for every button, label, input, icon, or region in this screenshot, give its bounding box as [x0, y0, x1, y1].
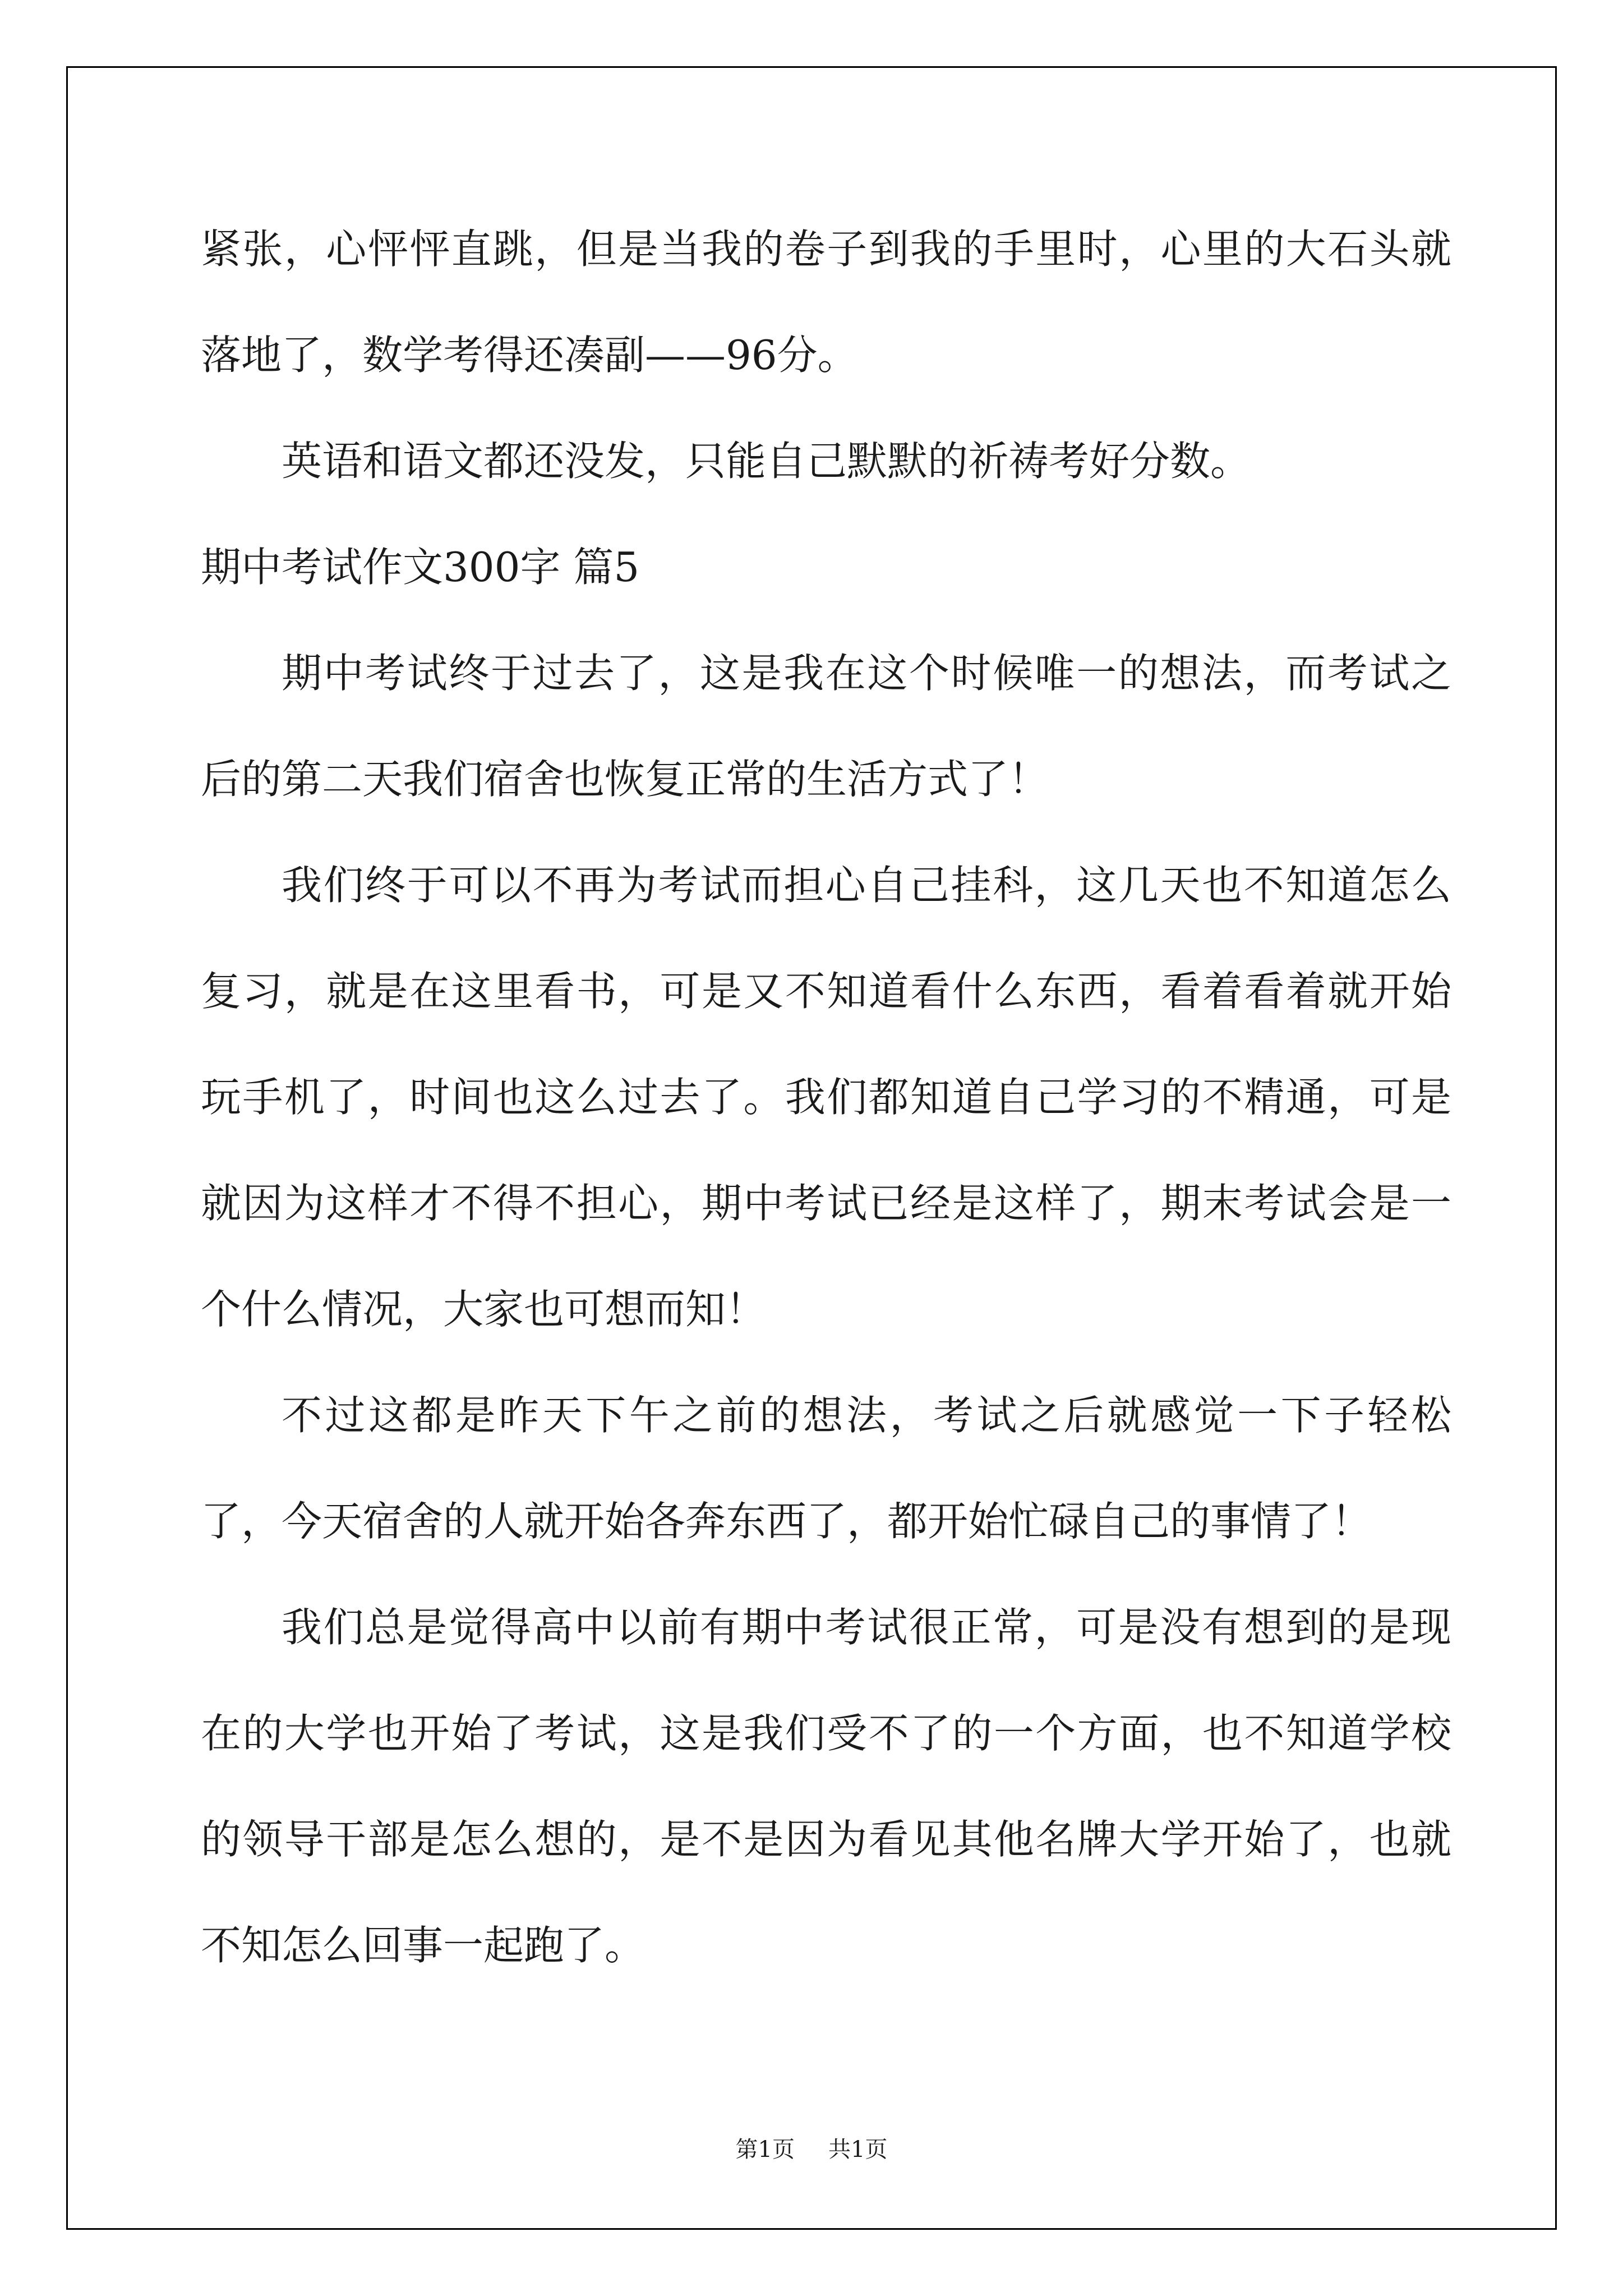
paragraph: 不过这都是昨天下午之前的想法，考试之后就感觉一下子轻松了，今天宿舍的人就开始各奔东西了，都开始忙碌自己的事情了！: [201, 1392, 1451, 1545]
page-number: 第1页: [735, 2137, 795, 2162]
page-footer: [0, 2132, 1623, 2164]
paragraph-continuation: 紧张，心怦怦直跳，但是当我的卷子到我的手里时，心里的大石头就落地了，数学考得还凑副——96分。: [201, 226, 1451, 379]
paragraph: 期中考试终于过去了，这是我在这个时候唯一的想法，而考试之后的第二天我们宿舍也恢复正常的生活方式了！: [201, 650, 1451, 803]
document-body: [201, 196, 1451, 1999]
paragraph: 我们总是觉得高中以前有期中考试很正常，可是没有想到的是现在的大学也开始了考试，这是我们受不了的一个方面，也不知道学校的领导干部是怎么想的，是不是因为看见其他名牌大学开始了，也就不知怎么回事一起跑了。: [201, 1604, 1451, 1969]
page-total: 共1页: [828, 2137, 888, 2162]
paragraph: 我们终于可以不再为考试而担心自己挂科，这几天也不知道怎么复习，就是在这里看书，可是又不知道看什么东西，看着看着就开始玩手机了，时间也这么过去了。我们都知道自己学习的不精通，可是就因为这样才不得不担心，期中考试已经是这样了，期末考试会是一个什么情况，大家也可想而知！: [201, 862, 1451, 1333]
paragraph: 英语和语文都还没发，只能自己默默的祈祷考好分数。: [282, 438, 1251, 485]
section-heading: 期中考试作文300字 篇5: [201, 544, 640, 591]
